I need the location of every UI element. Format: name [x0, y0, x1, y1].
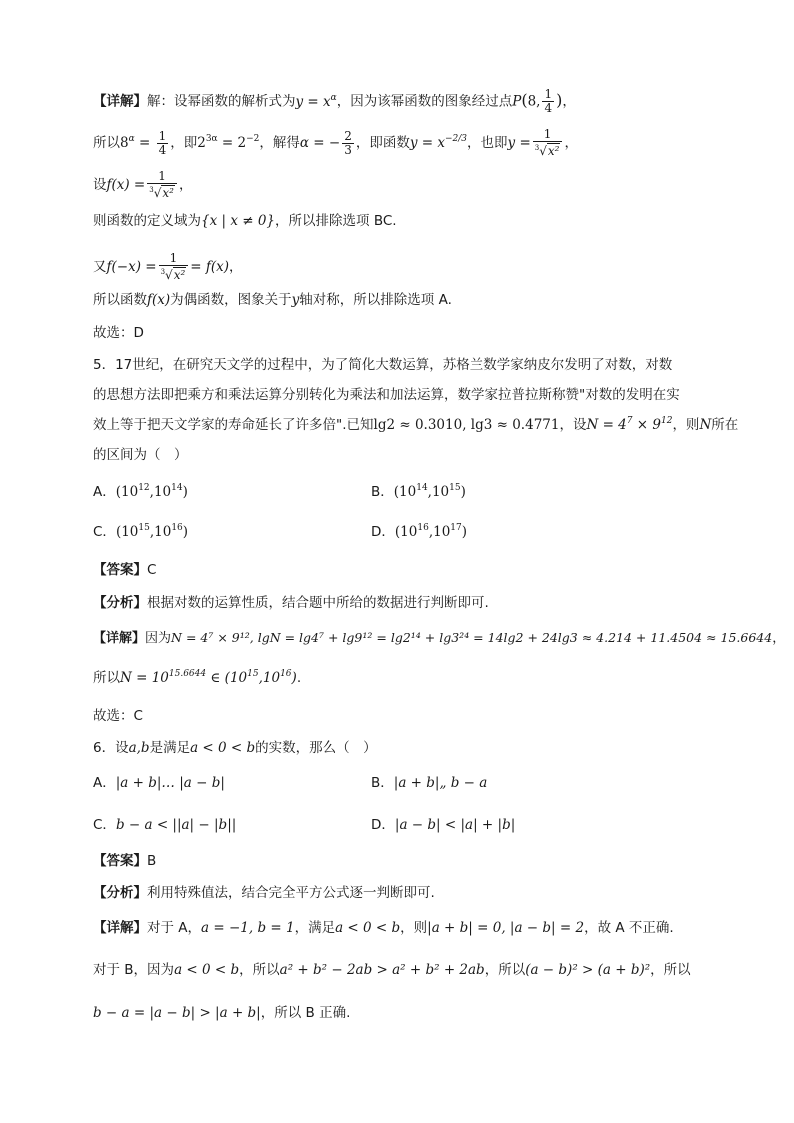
answer-value: C — [147, 562, 157, 578]
text: 6．设 — [93, 740, 129, 756]
math-8-power: $8^\alpha$ — [120, 134, 135, 151]
math-y: y = — [507, 135, 531, 151]
math-y-power: $y = x^{-2/3}$ — [409, 134, 468, 151]
fraction: $\frac{1}{^3√x^2}$ — [159, 252, 189, 282]
q4-choose: 故选：D — [93, 325, 144, 341]
text: ，设 — [559, 417, 587, 433]
q6-detail-line-2 — [93, 960, 691, 980]
text: 又 — [93, 259, 107, 275]
q5-stem-line-3 — [93, 415, 738, 435]
q6-detail-line-3 — [93, 1003, 350, 1023]
text: ，所以 — [239, 962, 280, 978]
math-f-neg-x: f(−x) = — [106, 259, 157, 275]
math: b − a = |a − b| > |a + b| — [93, 1005, 261, 1021]
text: . — [296, 670, 302, 686]
q4-detail-line-5 — [93, 252, 243, 282]
text: ，因为该幂函数的图象经过点 — [336, 93, 513, 110]
q5-stem-line-1: 5．17世纪，在研究天文学的过程中，为了简化大数运算，苏格兰数学家纳皮尔发明了对数，对数 — [93, 357, 673, 373]
math-eq-fx: = f(x) — [190, 259, 230, 275]
q5-conclusion — [93, 668, 301, 688]
text: 所以 — [93, 135, 120, 151]
q5-detail — [93, 628, 785, 649]
q5-choose: 故选：C — [93, 708, 143, 724]
q6-option-a: A．|a + b|… |a − b| — [93, 775, 225, 791]
text: ，故 A 不正确. — [584, 920, 674, 936]
paren-left: ( — [521, 90, 528, 110]
q5-stem-line-4: 的区间为（ ） — [93, 447, 188, 463]
analysis-text: 利用特殊值法，结合完全平方公式逐一判断即可. — [147, 885, 435, 901]
q6-answer — [93, 851, 156, 871]
fraction: $\frac{1}{4}$ — [158, 128, 167, 157]
text: ， — [562, 93, 576, 110]
text: 是满足 — [149, 740, 191, 756]
math-alpha: α = − — [299, 135, 341, 151]
text: 的实数，那么（ ） — [255, 740, 377, 756]
math-2-power: $2^{3\alpha} = 2^{-2}$ — [197, 134, 260, 151]
text: ，也即 — [467, 135, 508, 151]
text: 所以 — [93, 670, 120, 686]
text: ， — [178, 177, 193, 193]
fraction: $\frac{1}{4}$ — [544, 87, 553, 115]
q6-option-d: D．|a − b| < |a| + |b| — [371, 817, 516, 833]
math-N-value: $N = 10^{15.6644}$ ∈ $(10^{15},10^{16})$ — [120, 669, 297, 686]
q5-option-b: B．$(10^{14},10^{15})$ — [371, 483, 466, 500]
text: 因为 — [145, 631, 172, 646]
q5-option-c: C．$(10^{15},10^{16})$ — [93, 523, 189, 540]
math-fx: f(x) = — [106, 177, 146, 193]
detail-tag: 【详解】 — [93, 93, 147, 110]
fraction: $\frac{2}{3}$ — [344, 128, 352, 157]
analysis-tag: 【分析】 — [93, 885, 147, 901]
q4-detail-line-3 — [93, 170, 192, 200]
math-fx: f(x) — [147, 292, 171, 308]
math: a = −1, b = 1 — [201, 920, 295, 936]
math-coord: 8, — [527, 93, 541, 110]
text: 所以函数 — [93, 292, 147, 308]
q5-option-d: D．$(10^{16},10^{17})$ — [371, 523, 468, 540]
text: ，即 — [170, 135, 198, 151]
paren-right: ) — [556, 90, 563, 110]
math-point: P — [512, 93, 522, 110]
text: 所在 — [711, 417, 739, 433]
q4-detail-line-6 — [93, 290, 452, 310]
math-N-def: $N = 4^7 \times 9^{12}$ — [586, 416, 673, 433]
text: 为偶函数，图象关于 — [170, 292, 292, 308]
text: ，所以 B 正确. — [260, 1005, 351, 1021]
text: ， — [564, 135, 578, 151]
detail-tag: 【详解】 — [93, 920, 147, 936]
q5-stem-line-2: 的思想方法即把乘方和乘法运算分别转化为乘法和加法运算，数学家拉普拉斯称赞"对数的发明在实 — [93, 387, 680, 403]
text: ， — [772, 631, 786, 646]
q4-detail-line-1 — [93, 88, 576, 115]
fraction: $\frac{1}{^3√x^2}$ — [533, 128, 563, 158]
math-lg-values: lg2 ≈ 0.3010, lg3 ≈ 0.4771 — [373, 417, 560, 433]
q6-option-b: B．|a + b|„ b − a — [371, 775, 488, 791]
math-eq: = — [134, 135, 155, 151]
text: ，即函数 — [355, 135, 410, 151]
text: 对于 B，因为 — [93, 962, 175, 978]
text: ，解得 — [259, 135, 300, 151]
q6-option-c: C．b − a < ||a| − |b|| — [93, 817, 237, 833]
text: 对于 A， — [147, 920, 202, 936]
q4-detail-line-4 — [93, 211, 397, 231]
math: (a − b)² > (a + b)² — [525, 962, 651, 978]
analysis-tag: 【分析】 — [93, 595, 147, 611]
text: 轴对称，所以排除选项 A. — [299, 292, 452, 308]
math-y: y — [291, 292, 300, 308]
text: 设 — [93, 177, 107, 193]
math-condition: a < 0 < b — [190, 740, 256, 756]
answer-tag: 【答案】 — [93, 562, 147, 578]
text: 解：设幂函数的解析式为 — [147, 93, 296, 110]
text: ，所以 — [484, 962, 526, 978]
math-derivation: N = 4⁷ × 9¹², lgN = lg4⁷ + lg9¹² = lg2¹⁴ + lg3²⁴ = 14lg2 + 24lg3 ≈ 4.214 + 11.4504 ≈ 15.6644 — [171, 630, 773, 645]
q5-answer — [93, 560, 156, 580]
q6-stem — [93, 738, 377, 758]
detail-tag: 【详解】 — [93, 631, 146, 646]
answer-value: B — [147, 853, 157, 869]
analysis-text: 根据对数的运算性质，结合题中所给的数据进行判断即可. — [147, 595, 489, 611]
text: 效上等于把天文学家的寿命延长了许多倍".已知 — [93, 417, 374, 433]
q4-detail-line-2 — [93, 128, 578, 158]
math: a < 0 < b — [174, 962, 240, 978]
text: ，则 — [400, 920, 428, 936]
math-power-function: $y = x^\alpha$ — [295, 92, 337, 110]
fraction: $\frac{1}{^3√x^2}$ — [147, 170, 177, 200]
math: |a + b| = 0, |a − b| = 2 — [427, 920, 585, 936]
text: ，满足 — [294, 920, 336, 936]
math: a < 0 < b — [335, 920, 401, 936]
text: ，所以 — [650, 962, 691, 978]
text: ，则 — [672, 417, 700, 433]
q6-analysis — [93, 883, 435, 903]
text: ，所以排除选项 BC. — [275, 213, 397, 229]
q5-analysis — [93, 593, 489, 613]
math-ab: a,b — [128, 740, 150, 756]
math: a² + b² − 2ab > a² + b² + 2ab — [279, 962, 485, 978]
q5-option-a: A．$(10^{12},10^{14})$ — [93, 483, 188, 500]
answer-tag: 【答案】 — [93, 853, 147, 869]
q6-detail-line-1 — [93, 918, 674, 938]
text: ， — [229, 259, 243, 275]
math-N: N — [699, 417, 712, 433]
text: 则函数的定义域为 — [93, 213, 201, 229]
math-set: {x | x ≠ 0} — [201, 213, 276, 229]
